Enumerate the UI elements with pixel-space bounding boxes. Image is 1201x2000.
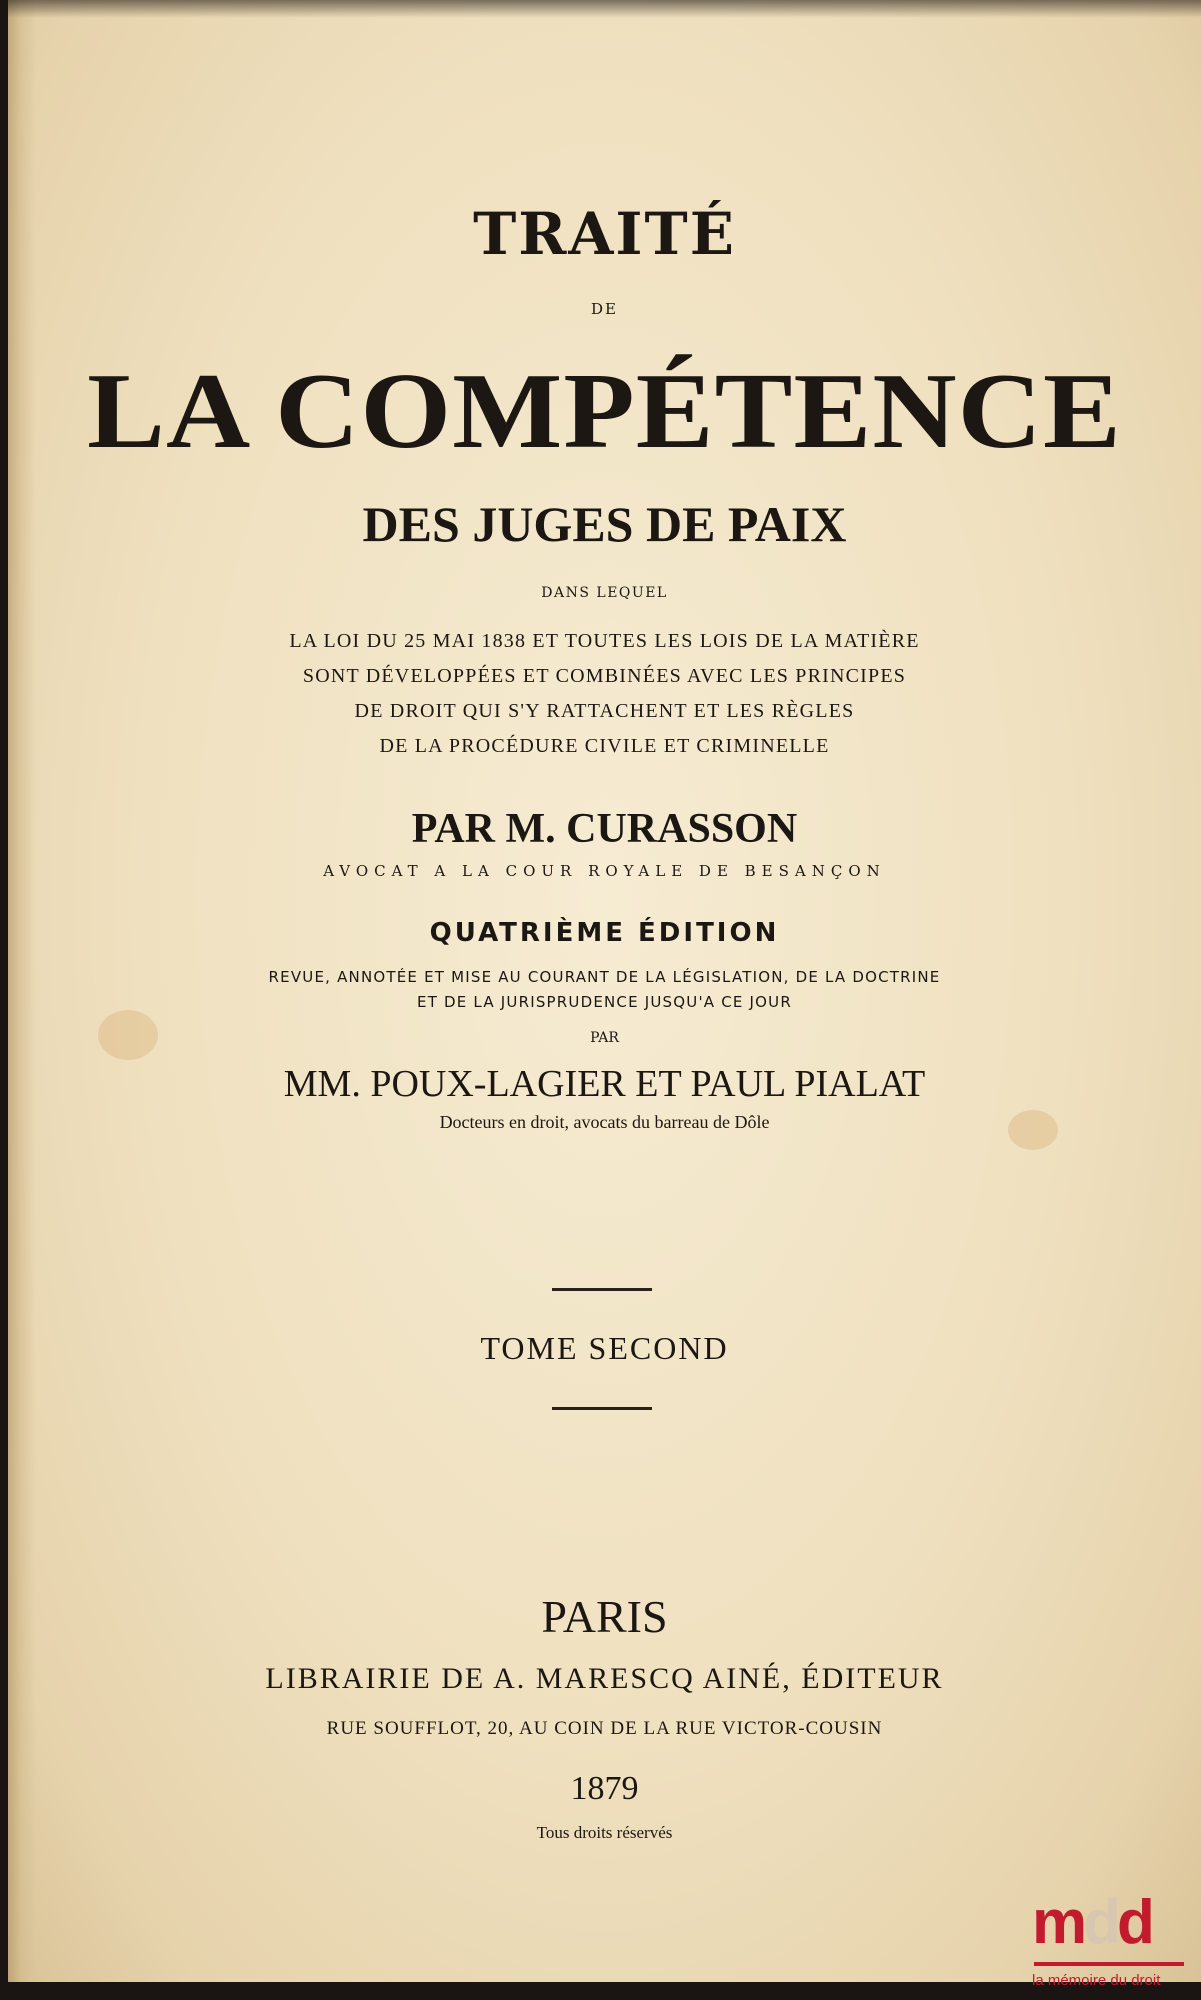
author-name: PAR M. CURASSON xyxy=(411,806,798,852)
revision-line: ET DE LA JURISPRUDENCE JUSQU'A CE JOUR xyxy=(417,993,792,1011)
mdd-logo xyxy=(1032,1888,1201,2000)
logo-tagline: la mémoire du droit xyxy=(1032,1972,1161,1989)
subtitle: DES JUGES DE PAIX xyxy=(362,496,847,552)
publisher-name: LIBRAIRIE DE A. MARESCQ AINÉ, ÉDITEUR xyxy=(265,1662,944,1695)
page-top-edge xyxy=(8,0,1201,18)
description-line: SONT DÉVELOPPÉES ET COMBINÉES AVEC LES PRINCIPES xyxy=(302,665,907,687)
publication-year: 1879 xyxy=(570,1770,639,1807)
divider-rule xyxy=(552,1288,652,1291)
title-traite: TRAITÉ xyxy=(473,200,736,268)
description-line: DE DROIT QUI S'Y RATTACHENT ET LES RÈGLES xyxy=(354,700,855,722)
logo-underline xyxy=(1034,1962,1184,1966)
description-line: LA LOI DU 25 MAI 1838 ET TOUTES LES LOIS DE LA MATIÈRE xyxy=(289,630,920,652)
edition-label: QUATRIÈME ÉDITION xyxy=(429,918,780,948)
dans-lequel: DANS LEQUEL xyxy=(541,585,668,601)
par-label: PAR xyxy=(590,1030,619,1046)
volume-label: TOME SECOND xyxy=(480,1330,729,1366)
publisher-address: RUE SOUFFLOT, 20, AU COIN DE LA RUE VICTOR-COUSIN xyxy=(326,1718,883,1739)
publication-city: PARIS xyxy=(541,1591,668,1642)
rights-notice: Tous droits réservés xyxy=(536,1823,673,1842)
revisers-names: MM. POUX-LAGIER ET PAUL PIALAT xyxy=(283,1063,926,1105)
title-de: DE xyxy=(591,300,618,318)
description-line: DE LA PROCÉDURE CIVILE ET CRIMINELLE xyxy=(379,735,830,757)
mdd-logo-mark: mdd xyxy=(1032,1888,1151,1957)
revision-line: REVUE, ANNOTÉE ET MISE AU COURANT DE LA LÉGISLATION, DE LA DOCTRINE xyxy=(268,968,941,986)
author-title: AVOCAT A LA COUR ROYALE DE BESANÇON xyxy=(323,862,886,880)
revisers-description: Docteurs en droit, avocats du barreau de Dôle xyxy=(439,1112,770,1132)
divider-rule xyxy=(552,1407,652,1410)
book-title-page xyxy=(8,0,1201,1982)
main-title: LA COMPÉTENCE xyxy=(87,352,1122,471)
